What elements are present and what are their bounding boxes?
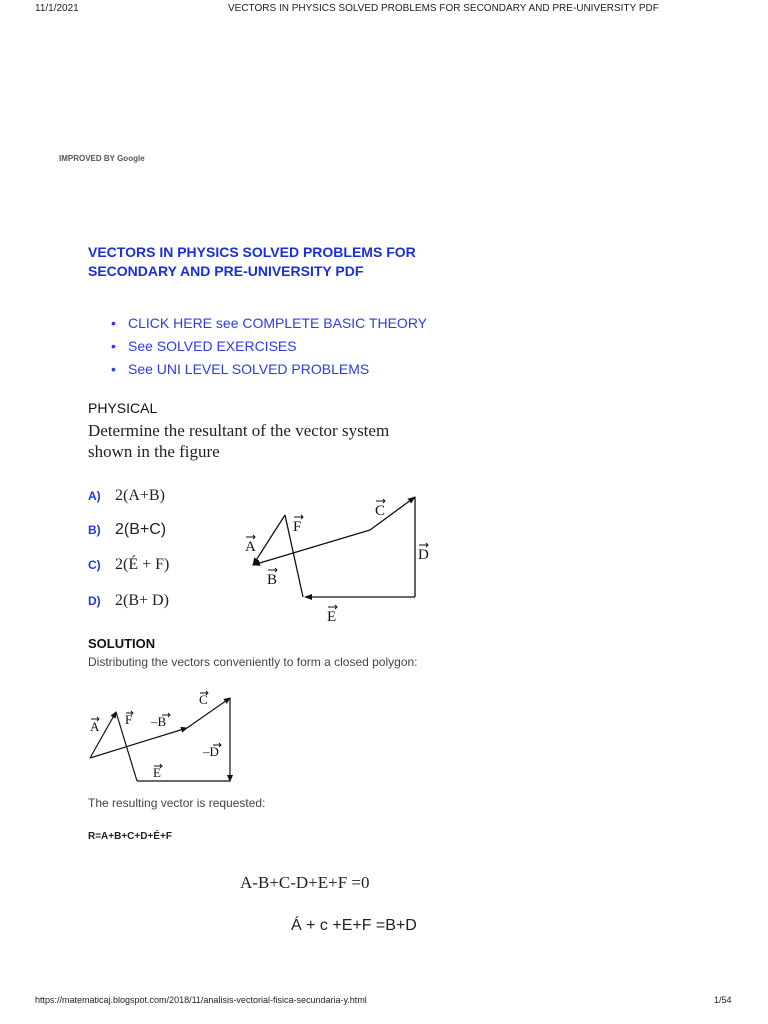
option-letter: B) [88,523,101,537]
footer-page-number: 1/54 [714,995,732,1005]
solution-text: Distributing the vectors conveniently to form a closed polygon: [88,655,418,669]
option-a[interactable] [88,487,165,505]
option-b[interactable] [88,521,166,539]
closed-polygon-figure [82,688,247,788]
label-d: D [418,547,429,563]
problem-statement [88,420,418,462]
sol-label-f: F [125,712,133,727]
option-d[interactable] [88,592,169,610]
bullet-icon: • [111,361,116,377]
option-letter: D) [88,594,101,608]
option-letter: A) [88,489,101,503]
option-text: 2(B+C) [115,521,167,538]
option-text: 2(A+B) [115,487,165,504]
sol-label-negd: –D [203,744,219,759]
label-f: F [293,519,302,535]
print-date: 11/1/2021 [35,3,79,14]
equation-result: Á + c +E+F =B+D [291,917,417,934]
overarrow-marks [246,499,428,609]
label-c: C [375,503,386,519]
vector-system-figure [235,485,445,630]
sol-label-e: E [153,765,161,780]
equation-closed-polygon: A-B+C-D+E+F =0 [240,873,370,892]
print-header-title: VECTORS IN PHYSICS SOLVED PROBLEMS FOR SECONDARY AND PRE-UNIVERSITY PDF [228,3,659,14]
statement-line-1: Determine the resultant of the vector system [88,421,390,440]
bullet-icon: • [111,315,116,331]
footer-url: https://matematicaj.blogspot.com/2018/11/analisis-vectorial-fisica-secundaria-y.html [35,995,367,1005]
link-uni-problems[interactable] [108,358,427,381]
resultant-expression: R=A+B+C+D+É+F [88,831,172,842]
link-label: See SOLVED EXERCISES [128,338,297,354]
bullet-icon: • [111,338,116,354]
link-list [108,312,427,381]
sol-label-negb: –B [151,714,167,729]
sol-vector-c-line [187,698,230,728]
label-e: E [327,609,337,625]
sol-label-a: A [90,719,100,734]
link-label: CLICK HERE see COMPLETE BASIC THEORY [128,315,428,331]
option-letter: C) [88,558,101,572]
option-text: 2(B+ D) [115,592,169,609]
label-b: B [267,572,278,588]
link-solved-exercises[interactable] [108,335,427,358]
solution-heading: SOLUTION [88,636,156,651]
statement-line-2: shown in the figure [88,442,220,461]
article-title: VECTORS IN PHYSICS SOLVED PROBLEMS FOR SECONDARY AND PRE-UNIVERSITY PDF [88,244,416,279]
improved-by-google: IMPROVED BY Google [59,154,145,163]
label-a: A [245,539,256,555]
sol-label-c: C [199,692,208,707]
link-label: See UNI LEVEL SOLVED PROBLEMS [128,361,370,377]
requested-text: The resulting vector is requested: [88,796,266,810]
subject-label: PHYSICAL [88,400,158,416]
link-basic-theory[interactable] [108,312,427,335]
option-text: 2(É + F) [115,556,170,573]
vector-b-line [253,530,370,565]
option-c[interactable] [88,556,169,574]
